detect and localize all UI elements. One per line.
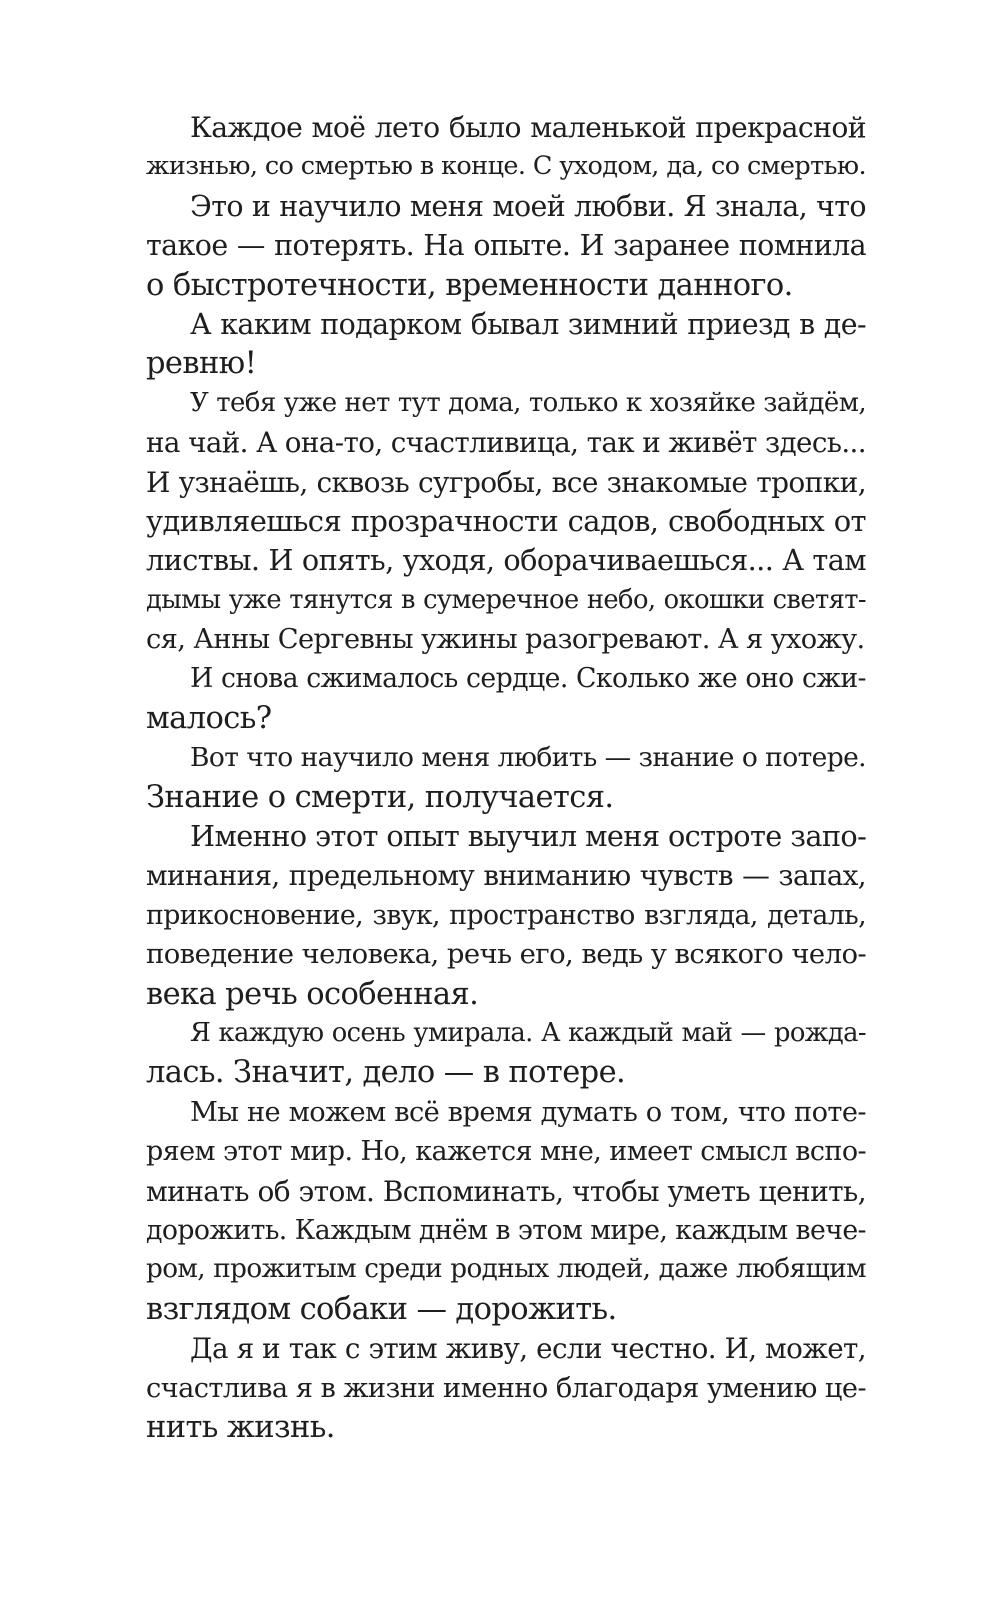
text-line: взглядом собаки — дорожить. xyxy=(146,1291,617,1327)
text-line: Я каждую осень умирала. А каждый май — рожда- xyxy=(190,1017,866,1048)
text-line: удивляешься прозрачности садов, свободных от xyxy=(146,503,866,538)
text-line: минания, предельному вниманию чувств — запах, xyxy=(146,859,866,893)
text-line: такое — потерять. На опыте. И заранее помнила xyxy=(146,229,866,263)
text-line: У тебя уже нет тут дома, только к хозяйке зайдём, xyxy=(190,387,866,418)
text-line: века речь особенная. xyxy=(146,976,479,1012)
text-line: Именно этот опыт выучил меня остроте запо- xyxy=(190,819,867,854)
text-line: Знание о смерти, получается. xyxy=(146,779,614,815)
text-line: А каким подарком бывал зимний приезд в де- xyxy=(190,307,866,341)
text-line: ром, прожитым среди родных людей, даже любящим xyxy=(146,1254,866,1285)
text-line: ревню! xyxy=(146,346,257,382)
text-line: жизнью, со смертью в конце. С уходом, да, со смертью. xyxy=(146,151,867,182)
text-line: прикосновение, звук, пространство взгляда, деталь, xyxy=(146,899,866,931)
text-line: малось? xyxy=(146,700,272,736)
text-line: листвы. И опять, уходя, оборачиваешься... А там xyxy=(146,543,866,578)
text-line: И узнаёшь, сквозь сугробы, все знакомые тропки, xyxy=(146,465,866,499)
text-line: минать об этом. Вспоминать, чтобы уметь ценить, xyxy=(146,1174,866,1208)
text-line: Вот что научило меня любить — знание о потере. xyxy=(190,742,866,774)
text-line: Каждое моё лето было маленькой прекрасной xyxy=(190,111,866,144)
text-line: поведение человека, речь его, ведь у всякого чело- xyxy=(146,938,867,971)
text-line: Да я и так с этим живу, если честно. И, может, xyxy=(190,1332,866,1366)
text-line: ряем этот мир. Но, кажется мне, имеет смысл вспо- xyxy=(146,1136,866,1168)
text-line: нить жизнь. xyxy=(146,1409,335,1445)
text-line: И снова сжималось сердце. Сколько же оно сжи- xyxy=(190,663,866,695)
text-line: дорожить. Каждым днём в этом мире, каждым вече- xyxy=(146,1214,866,1246)
text-line: Мы не можем всё время думать о том, что поте- xyxy=(190,1096,866,1128)
text-line: лась. Значит, дело — в потере. xyxy=(146,1055,626,1091)
text-line: Это и научило меня моей любви. Я знала, что xyxy=(190,189,866,223)
text-line: на чай. А она-то, счастливица, так и живёт здесь... xyxy=(146,426,866,460)
text-line: счастлива я в жизни именно благодаря умению це- xyxy=(146,1372,866,1404)
text-line: дымы уже тянутся в сумеречное небо, окошки светят- xyxy=(146,584,866,615)
text-line: ся, Анны Сергевны ужины разогревают. А я ухожу. xyxy=(146,624,865,656)
body-text xyxy=(146,108,866,1447)
text-line: о быстротечности, временности данного. xyxy=(146,267,793,303)
